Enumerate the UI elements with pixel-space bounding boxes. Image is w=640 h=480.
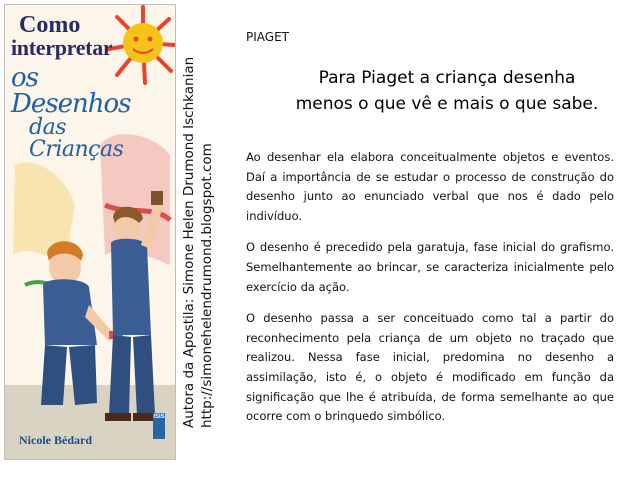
book-author: Nicole Bédard xyxy=(19,433,92,447)
book-title-line1: Como xyxy=(19,12,81,38)
headline-line1: Para Piaget a criança desenha xyxy=(318,68,576,88)
book-title-line4: das Crianças xyxy=(29,115,124,162)
article-body xyxy=(246,148,614,439)
headline xyxy=(262,65,632,117)
headline-line2: menos o que vê e mais o que sabe. xyxy=(295,94,599,114)
book-title-line3: os Desenhos xyxy=(11,63,131,119)
book-title-line2: interpretar xyxy=(11,35,113,60)
section-tag: PIAGET xyxy=(246,30,289,44)
author-credit xyxy=(180,48,232,428)
paragraph: O desenho é precedido pela garatuja, fase inicial do grafismo. Semelhantemente ao brincar, se caracteriza inicialmente pelo exercício da ação. xyxy=(246,240,614,294)
publisher-logo: ISIS xyxy=(153,413,165,439)
paragraph: O desenho passa a ser conceituado como tal a partir do reconhecimento pela criança de um objeto no traçado que realizou. Nessa fase inicial, predomina no desenho a assimilação, isto é, o objeto é modificado em função da significação que lhe é atribuída, de forma semelhante ao que ocorre com o brinquedo simbólico. xyxy=(246,311,614,424)
book-cover-image xyxy=(4,4,176,460)
credit-blog-url: http://simonehelendrumond.blogspot.com xyxy=(199,143,215,428)
credit-author-line: Autora da Apostila: Simone Helen Drumond Ischkanian xyxy=(181,56,197,428)
paragraph: Ao desenhar ela elabora conceitualmente objetos e eventos. Daí a importância de se estudar o processo de construção do desenho junto ao enunciado verbal que nos é dado pelo indivíduo. xyxy=(246,150,614,223)
book-title xyxy=(11,13,141,161)
